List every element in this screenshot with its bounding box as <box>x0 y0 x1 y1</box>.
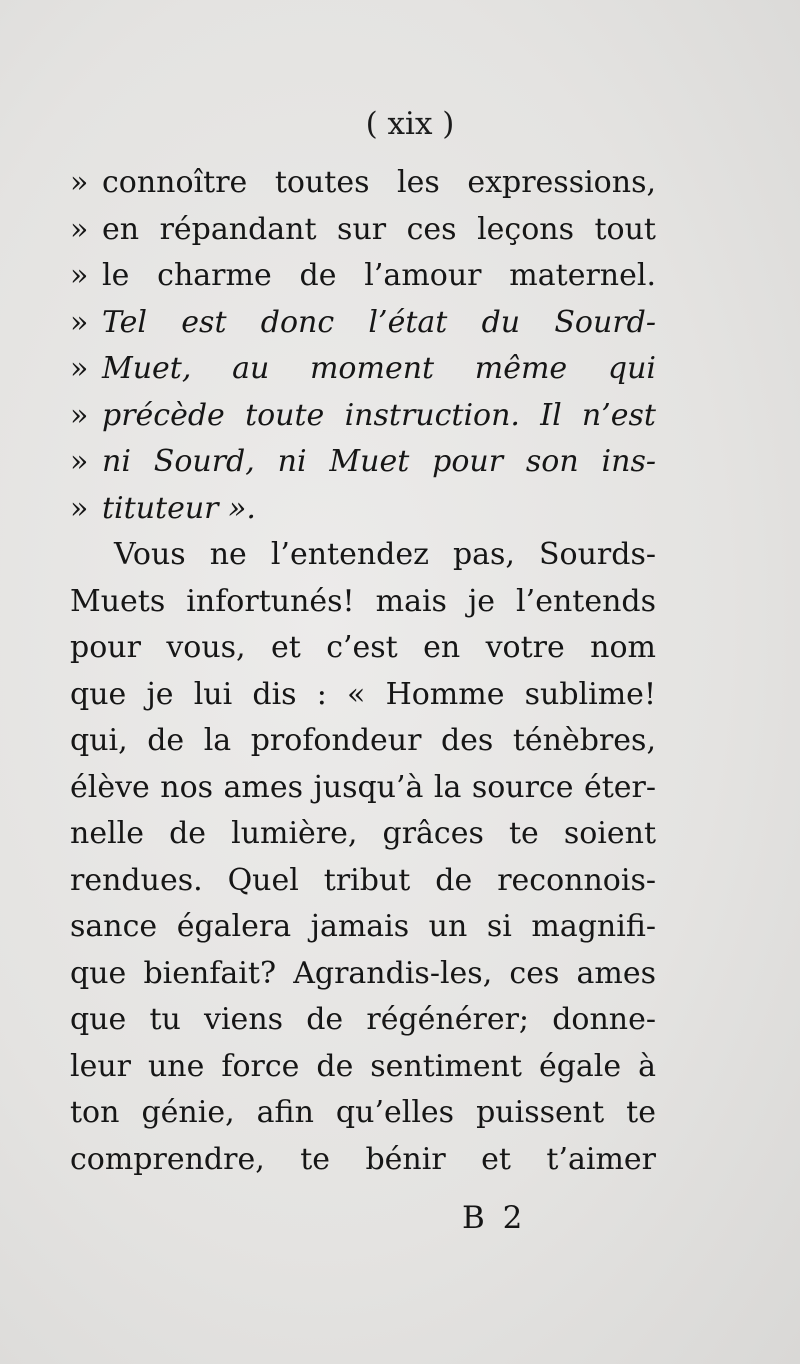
line-text: comprendre, te bénir et t’aimer <box>70 1141 656 1177</box>
line-text: précède toute instruction. Il n’est <box>102 397 656 433</box>
line-text: que je lui dis : « Homme sublime! <box>70 676 656 712</box>
line-text: Muets infortunés! mais je l’entends <box>70 583 656 619</box>
line-text: ton génie, afin qu’elles puissent te <box>70 1095 656 1130</box>
text-line <box>70 858 656 905</box>
quote-mark: » <box>70 304 89 340</box>
line-text: que bienfait? Agrandis-les, ces ames <box>70 955 656 991</box>
line-text: tituteur ». <box>102 490 256 526</box>
line-text: connoître toutes les expressions, <box>102 165 656 200</box>
text-line <box>70 532 656 579</box>
line-text: que tu viens de régénérer; donne- <box>70 1002 656 1037</box>
line-text: Tel est donc l’état du Sourd- <box>102 304 656 340</box>
quote-mark: » <box>70 165 89 200</box>
text-line <box>70 1044 656 1091</box>
quote-mark: » <box>70 444 89 479</box>
line-text: rendues. Quel tribut de reconnois- <box>70 862 656 898</box>
text-line <box>70 625 656 672</box>
quote-mark: » <box>70 258 89 293</box>
text-line <box>70 207 656 254</box>
text-line <box>70 951 656 998</box>
quote-mark: » <box>70 397 89 433</box>
quote-mark: » <box>70 490 89 526</box>
text-line <box>70 253 656 300</box>
line-text: Vous ne l’entendez pas, Sourds- <box>114 537 656 572</box>
line-text: nelle de lumière, grâces te soient <box>70 816 656 851</box>
text-line <box>70 346 656 393</box>
text-line <box>70 579 656 626</box>
text-line <box>70 904 656 951</box>
page-header: ( xix ) <box>365 106 455 142</box>
body-text <box>70 160 656 1183</box>
quote-mark: » <box>70 211 89 247</box>
text-line <box>70 1137 656 1184</box>
line-text: sance égalera jamais un si magnifi- <box>70 909 656 944</box>
text-line <box>70 486 656 533</box>
text-line <box>70 811 656 858</box>
text-line <box>70 765 656 812</box>
line-text: en répandant sur ces leçons tout <box>102 211 656 247</box>
line-text: élève nos ames jusqu’à la source éter- <box>70 769 656 805</box>
text-line <box>70 439 656 486</box>
line-text: qui, de la profondeur des ténèbres, <box>70 723 656 758</box>
text-line <box>70 300 656 347</box>
text-line <box>70 997 656 1044</box>
line-text: leur une force de sentiment égale à <box>70 1048 656 1084</box>
text-line <box>70 672 656 719</box>
line-text: le charme de l’amour maternel. <box>102 258 656 293</box>
line-text: Muet, au moment même qui <box>102 351 656 386</box>
line-text: pour vous, et c’est en votre nom <box>70 630 656 665</box>
quote-mark: » <box>70 351 89 386</box>
text-line <box>70 1090 656 1137</box>
text-line <box>70 718 656 765</box>
text-line <box>70 160 656 207</box>
text-line <box>70 393 656 440</box>
signature-mark: B 2 <box>462 1200 527 1236</box>
line-text: ni Sourd, ni Muet pour son ins- <box>102 444 656 479</box>
